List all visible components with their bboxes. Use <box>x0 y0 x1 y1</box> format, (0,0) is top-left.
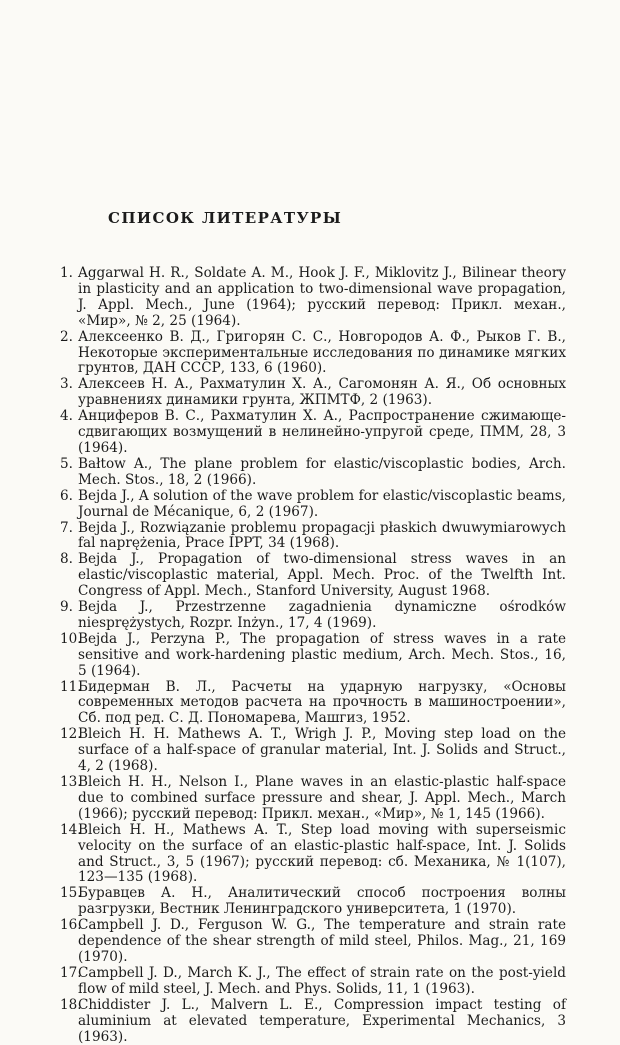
reference-item <box>60 632 566 680</box>
reference-text: Aggarwal H. R., Soldate A. M., Hook J. F., Miklovitz J., Bilinear theory in plasticity and an application to two-dimensional wave propagation, J. Appl. Mech., June (1964); русский перевод: Прикл. механ., «Мир», № 2, 25 (1964). <box>78 265 566 329</box>
reference-number: 2. <box>60 328 73 345</box>
reference-number: 7. <box>60 519 73 536</box>
reference-item <box>60 823 566 887</box>
reference-number: 1. <box>60 265 73 281</box>
reference-item <box>60 966 566 998</box>
reference-text: Chiddister J. L., Malvern L. E., Compression impact testing of aluminium at elevated temperature, Experimental Mechanics, 3 (1963). <box>78 996 566 1045</box>
reference-text: Campbell J. D., March K. J., The effect of strain rate on the post-yield flow of mild steel, J. Mech. and Phys. Solids, 11, 1 (1963). <box>78 964 566 997</box>
reference-item <box>60 552 566 600</box>
reference-number: 17. <box>60 964 82 981</box>
reference-number: 3. <box>60 376 73 393</box>
reference-text: Bejda J., Przestrzenne zagadnienia dynamiczne ośrodków niesprężystych, Rozpr. Inżyn., 17, 4 (1969). <box>78 599 566 631</box>
reference-item <box>60 266 566 330</box>
reference-text: Алексеенко В. Д., Григорян С. С., Новгородов А. Ф., Рыков Г. В., Некоторые экспериментальные исследования по динамике мягких грунтов, ДАН СССР, 133, 6 (1960). <box>78 328 566 377</box>
reference-list <box>60 266 566 1045</box>
reference-item <box>60 330 566 378</box>
reference-item <box>60 521 566 553</box>
reference-number: 13. <box>60 774 82 790</box>
reference-item <box>60 886 566 918</box>
page-title: СПИСОК ЛИТЕРАТУРЫ <box>108 209 343 227</box>
reference-number: 10. <box>60 630 82 647</box>
reference-text: Bejda J., Rozwiązanie problemu propagacji płaskich dwuwymiarowych fal naprężenia, Prace IPPT, 34 (1968). <box>78 519 566 552</box>
reference-number: 15. <box>60 885 82 902</box>
reference-text: Bejda J., A solution of the wave problem for elastic/viscoplastic beams, Journal de Mécanique, 6, 2 (1967). <box>78 487 566 520</box>
reference-text: Анциферов В. С., Рахматулин Х. А., Распространение сжимающе-сдвигающих возмущений в нелинейно-упругой среде, ПММ, 28, 3 (1964). <box>78 408 566 456</box>
reference-number: 8. <box>60 551 73 568</box>
reference-text: Bleich H. H., Nelson I., Plane waves in an elastic-plastic half-space due to combined surface pressure and shear, J. Appl. Mech., March (1966); русский перевод: Прикл. механ., «Мир», № 1, 145 (1966). <box>78 774 566 822</box>
reference-item <box>60 489 566 521</box>
reference-number: 18. <box>60 996 82 1013</box>
reference-text: Буравцев А. Н., Аналитический способ построения волны разгрузки, Вестник Ленинградского университета, 1 (1970). <box>78 885 566 918</box>
reference-text: Bleich H. H. Mathews A. T., Wrigh J. P., Moving step load on the surface of a half-space of granular material, Int. J. Solids and Struct., 4, 2 (1968). <box>78 726 566 775</box>
reference-item <box>60 998 566 1045</box>
reference-text: Бидерман В. Л., Расчеты на ударную нагрузку, «Основы современных методов расчета на прочность в машиностроении», Сб. под ред. С. Д. Пономарева, Машгиз, 1952. <box>78 678 566 727</box>
reference-number: 5. <box>60 455 73 472</box>
reference-item <box>60 727 566 775</box>
reference-number: 4. <box>60 408 73 425</box>
reference-text: Алексеев Н. А., Рахматулин Х. А., Сагомонян А. Я., Об основных уравнениях динамики грунта, ЖПМТФ, 2 (1963). <box>78 376 566 409</box>
reference-item <box>60 409 566 457</box>
reference-number: 14. <box>60 821 82 838</box>
reference-text: Bejda J., Propagation of two-dimensional stress waves in an elastic/viscoplastic material, Appl. Mech. Proc. of the Twelfth Int. Congress of Appl. Mech., Stanford University, August 1968. <box>78 551 566 600</box>
reference-number: 9. <box>60 599 73 616</box>
reference-item <box>60 457 566 489</box>
reference-text: Bejda J., Perzyna P., The propagation of stress waves in a rate sensitive and work-hardening plastic medium, Arch. Mech. Stos., 16, 5 (1964). <box>78 630 566 679</box>
reference-number: 6. <box>60 487 73 504</box>
reference-item <box>60 775 566 823</box>
reference-item <box>60 377 566 409</box>
reference-number: 12. <box>60 726 82 743</box>
reference-number: 11. <box>60 678 82 695</box>
reference-item <box>60 680 566 728</box>
reference-text: Campbell J. D., Ferguson W. G., The temperature and strain rate dependence of the shear strength of mild steel, Philos. Mag., 21, 169 (1970). <box>78 917 566 965</box>
reference-text: Bleich H. H., Mathews A. T., Step load moving with superseismic velocity on the surface of an elastic-plastic half-space, Int. J. Solids and Struct., 3, 5 (1967); русский перевод: сб. Механика, № 1(107), 123—135 (1968). <box>78 821 566 886</box>
reference-item <box>60 918 566 966</box>
reference-item <box>60 600 566 632</box>
reference-number: 16. <box>60 917 82 934</box>
reference-text: Bałtow A., The plane problem for elastic/viscoplastic bodies, Arch. Mech. Stos., 18, 2 (1966). <box>78 455 566 488</box>
